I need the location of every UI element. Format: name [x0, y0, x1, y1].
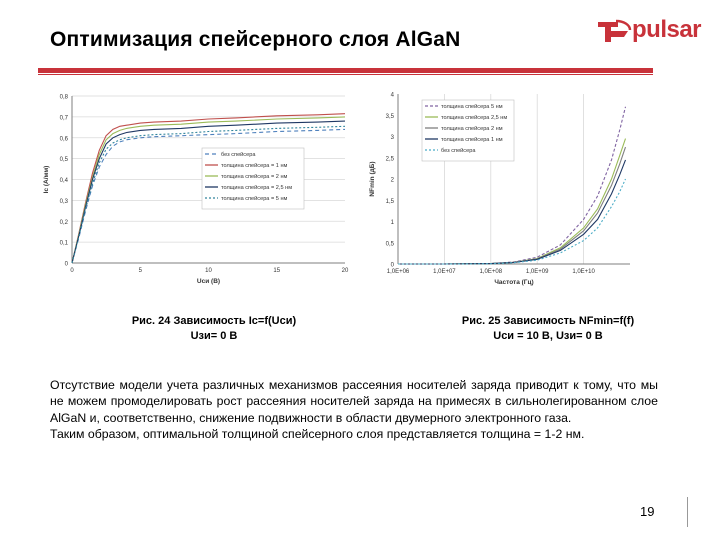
legend-label: толщина спейсера 5 нм	[441, 104, 503, 111]
y-tick-label: 1	[390, 220, 394, 226]
chart-legend	[422, 100, 514, 161]
y-tick-label: 0,6	[59, 136, 68, 143]
legend-label: толщина спейсера 2,5 нм	[441, 115, 508, 122]
y-tick-label: 0,1	[59, 240, 68, 247]
y-tick-label: 0,4	[59, 178, 68, 184]
y-tick-label: 2,5	[385, 156, 394, 163]
y-axis-label: NFmin (дБ)	[369, 161, 376, 197]
legend-label: толщина спейсера = 5 нм	[221, 196, 288, 203]
y-tick-label: 1,5	[385, 198, 394, 205]
legend-label: толщина спейсера 1 нм	[441, 137, 503, 144]
title-rule-thin	[38, 74, 653, 75]
y-tick-label: 0,3	[59, 198, 68, 205]
y-tick-label: 0,5	[385, 241, 394, 248]
title-rule	[38, 68, 653, 73]
y-tick-label: 3	[390, 135, 394, 141]
chart-noise-figure-vs-frequency	[370, 88, 638, 288]
x-axis-label: Частота (Гц)	[494, 279, 534, 286]
legend-label: толщина спейсера 2 нм	[441, 126, 503, 133]
x-axis-label: Uси (В)	[196, 278, 221, 285]
logo-wordmark: pulsar	[632, 16, 702, 43]
caption-right-line1: Рис. 25 Зависимость NFmin=f(f)	[461, 315, 635, 327]
x-tick-label: 0	[70, 268, 74, 274]
x-tick-label: 15	[273, 268, 281, 274]
x-tick-label: 10	[205, 268, 212, 274]
body-paragraph-2: Таким образом, оптимальной толщиной спейсерного слоя представляется толщина = 1-2 нм.	[50, 426, 585, 441]
y-axis-label: Iс (А/мм)	[43, 165, 50, 194]
y-tick-label: 0,2	[59, 219, 68, 226]
x-tick-label: 5	[138, 268, 142, 274]
legend-label: без спейсера	[221, 152, 256, 159]
y-tick-label: 3,5	[385, 113, 394, 120]
caption-right	[418, 314, 678, 344]
x-tick-label: 1,0E+07	[433, 269, 456, 275]
caption-left	[84, 314, 344, 344]
y-tick-label: 4	[390, 92, 394, 99]
x-tick-label: 1,0E+10	[572, 269, 595, 275]
x-tick-label: 1,0E+09	[525, 269, 549, 275]
y-tick-label: 0	[64, 261, 68, 268]
y-tick-label: 0,8	[59, 94, 68, 101]
body-paragraph-1: Отсутствие модели учета различных механизмов рассеяния носителей заряда приводит к тому, что мы не можем промоделировать рост рассеяния носителей заряда на примесях в сильнолегированном слое AlGaN и, соответственно, снижение подвижности в области двумерного электронного газа.	[50, 378, 658, 425]
x-tick-label: 1,0E+08	[479, 269, 503, 275]
x-tick-label: 20	[341, 268, 349, 274]
y-tick-label: 0,5	[59, 157, 68, 164]
legend-label: толщина спейсера = 1 нм	[221, 163, 288, 170]
y-tick-label: 0,7	[59, 115, 68, 122]
x-tick-label: 1,0E+06	[386, 269, 410, 275]
chart-legend	[202, 148, 304, 209]
body-text	[50, 377, 658, 442]
page-number: 19	[640, 504, 655, 519]
chart-current-vs-voltage	[38, 88, 360, 288]
legend-label: без спейсера	[441, 148, 476, 155]
series-line	[398, 160, 626, 264]
slide-title: Оптимизация спейсерного слоя AlGaN	[50, 28, 461, 51]
y-tick-label: 0	[390, 262, 394, 269]
y-tick-label: 2	[390, 177, 394, 184]
legend-label: толщина спейсера = 2,5 нм	[221, 185, 293, 192]
pulsar-logo-icon	[596, 18, 632, 44]
company-logo	[596, 16, 706, 46]
caption-right-line2: Uси = 10 В, Uзи= 0 В	[493, 330, 603, 342]
caption-left-line1: Рис. 24 Зависимость Iс=f(Uси)	[131, 315, 297, 327]
legend-label: толщина спейсера = 2 нм	[221, 174, 288, 181]
caption-left-line2: Uзи= 0 В	[190, 330, 238, 342]
